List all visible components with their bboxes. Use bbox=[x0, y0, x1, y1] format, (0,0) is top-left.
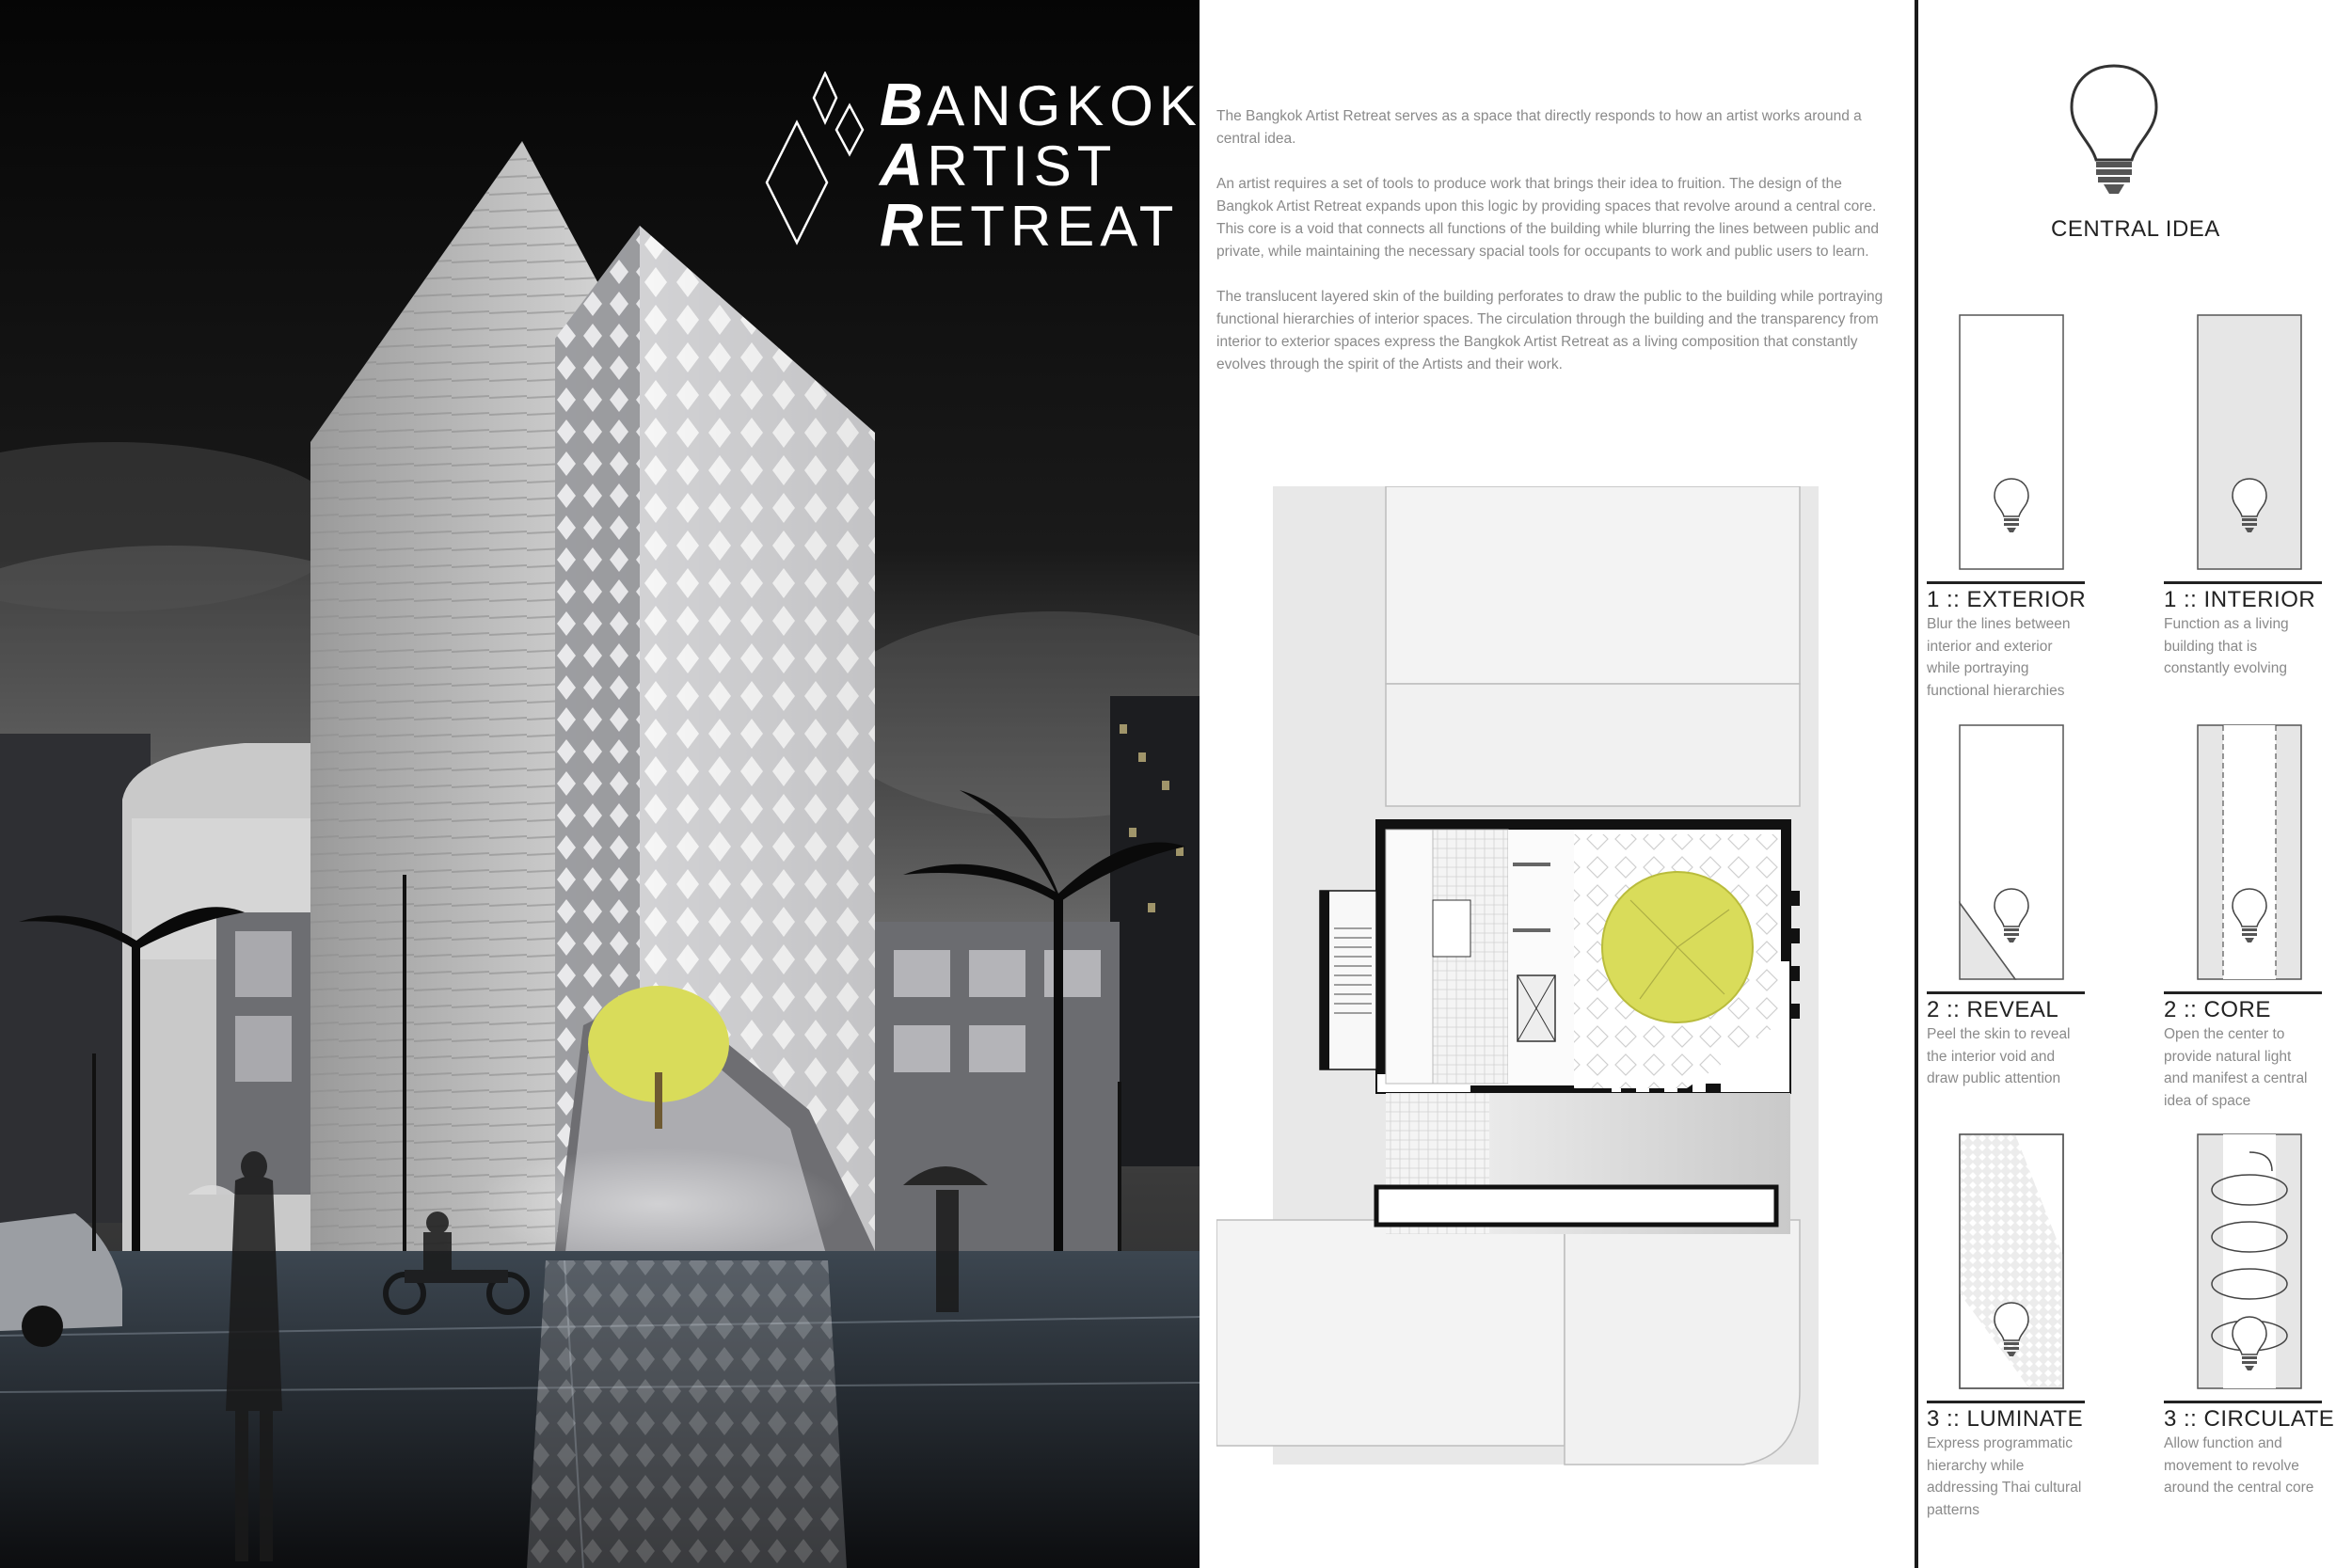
core-text: Open the center to provide natural light and manifest a central idea of space bbox=[2164, 1026, 2308, 1109]
exterior-text: Blur the lines between interior and exterior while portraying functional hierarchies bbox=[1927, 616, 2071, 699]
exterior-label: 1 :: EXTERIOR bbox=[1927, 587, 2087, 612]
core-label: 2 :: CORE bbox=[2164, 997, 2271, 1022]
luminate-text: Express programmatic hierarchy while addressing Thai cultural patterns bbox=[1927, 1435, 2082, 1518]
reveal-label: 2 :: REVEAL bbox=[1927, 997, 2059, 1022]
light-bulb-icon bbox=[2066, 62, 2162, 213]
site-plan-drawing bbox=[1216, 486, 1897, 1549]
interior-rule bbox=[2164, 581, 2322, 584]
diamond-logo-icon bbox=[757, 71, 870, 245]
site-plan bbox=[1216, 486, 1897, 1549]
description-paragraph: The Bangkok Artist Retreat serves as a space that directly responds to how an artist works around a central idea. bbox=[1216, 108, 1862, 147]
interior-text: Function as a living building that is constantly evolving bbox=[2164, 616, 2289, 676]
title-line-retreat: RETREAT bbox=[880, 191, 1180, 259]
reveal-rule bbox=[1927, 991, 2085, 994]
column-divider bbox=[1915, 0, 1918, 1568]
circulate-text: Allow function and movement to revolve around the central core bbox=[2164, 1435, 2314, 1496]
circulate-rule bbox=[2164, 1401, 2322, 1403]
circulate-label: 3 :: CIRCULATE bbox=[2164, 1406, 2335, 1432]
exterior-diagram bbox=[1959, 314, 2064, 570]
interior-label: 1 :: INTERIOR bbox=[2164, 587, 2316, 612]
circulate-diagram bbox=[2197, 1133, 2302, 1389]
luminate-rule bbox=[1927, 1401, 2085, 1403]
luminate-diagram bbox=[1959, 1133, 2064, 1389]
reveal-diagram bbox=[1959, 724, 2064, 980]
central-idea-label: CENTRAL IDEA bbox=[2051, 216, 2220, 242]
reveal-text: Peel the skin to reveal the interior void and draw public attention bbox=[1927, 1026, 2071, 1086]
description-paragraph: The translucent layered skin of the building perforates to draw the public to the building while portraying functional hierarchies of interior spaces. The circulation through the building and the transparency from interior to exterior spaces express the Bangkok Artist Retreat as a living composition that constantly evolves through the spirit of the Artists and their work. bbox=[1216, 289, 1883, 372]
description-paragraph: An artist requires a set of tools to produce work that brings their idea to fruition. The design of the Bangkok Artist Retreat expands upon this logic by providing spaces that revolve around a central core. This core is a void that connects all functions of the building while blurring the lines between public and private, while maintaining the necessary spacial tools for occupants to work and public users to learn. bbox=[1216, 176, 1879, 260]
exterior-rule bbox=[1927, 581, 2085, 584]
title-line-artist: ARTIST bbox=[880, 131, 1118, 198]
luminate-label: 3 :: LUMINATE bbox=[1927, 1406, 2084, 1432]
project-description bbox=[1216, 105, 1894, 399]
core-rule bbox=[2164, 991, 2322, 994]
core-diagram bbox=[2197, 724, 2302, 980]
interior-diagram bbox=[2197, 314, 2302, 570]
title-line-bangkok: BANGKOK bbox=[880, 71, 1202, 138]
